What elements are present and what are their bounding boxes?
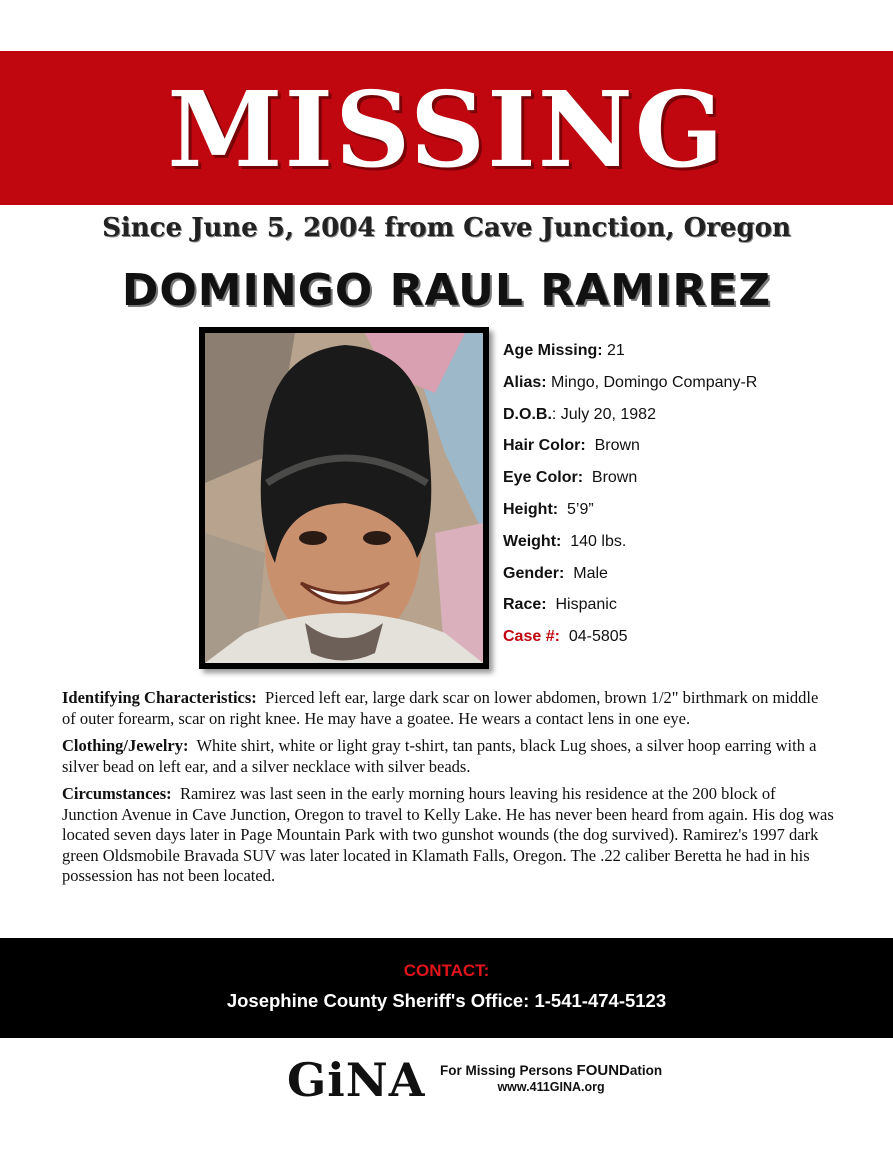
detail-age-missing: Age Missing: 21 [503,342,625,359]
detail-race: Race: Hispanic [503,596,617,614]
clothing-jewelry: Clothing/Jewelry: White shirt, white or light gray t-shirt, tan pants, black Lug shoes, a silver hoop earring with a silver bead on left ear, and a silver necklace with silver beads. [62,736,817,776]
gina-logo: GiNA [287,1053,426,1107]
description-section [62,688,834,894]
gina-tagline: For Missing Persons FOUNDation www.411GINA.org [440,1062,663,1094]
circumstances: Circumstances: Ramirez was last seen in the early morning hours leaving his residence at the 200 block of Junction Avenue in Cave Junction, Oregon to travel to Kelly Lake. He has never been heard from again. His dog was located seven days later in Page Mountain Park with two gunshot wounds (the dog survived). Ramirez's 1997 dark green Oldsmobile Bravada SUV was later located in Klamath Falls, Oregon. The .22 caliber Beretta he had in his possession has not been located. [62,784,834,885]
detail-dob: D.O.B.: July 20, 1982 [503,405,656,423]
missing-title: MISSING [167,68,726,191]
details-list [503,339,873,657]
detail-alias: Alias: Mingo, Domingo Company-R [503,373,758,391]
detail-weight: Weight: 140 lbs. [503,532,627,550]
missing-since-line: Since June 5, 2004 from Cave Junction, Oregon [102,213,791,243]
detail-eye-color: Eye Color: Brown [503,469,638,487]
detail-gender: Gender: Male [503,564,608,582]
detail-height: Height: 5’9” [503,500,594,518]
contact-label: CONTACT: [403,961,490,980]
person-name: DOMINGO RAUL RAMIREZ [121,265,772,316]
gina-url[interactable]: www.411GINA.org [497,1080,605,1094]
identifying-characteristics: Identifying Characteristics: Pierced left ear, large dark scar on lower abdomen, brown 1/2" birthmark on middle of outer forearm, scar on right knee. He may have a goatee. He wears a contact lens in one eye. [62,688,819,728]
detail-hair-color: Hair Color: Brown [503,437,640,455]
portrait-illustration [205,333,483,663]
person-photo [199,327,489,669]
detail-case-number: Case #: 04-5805 [503,628,628,646]
contact-info: Josephine County Sheriff's Office: 1-541-474-5123 [226,990,667,1011]
contact-bar [0,938,893,1038]
